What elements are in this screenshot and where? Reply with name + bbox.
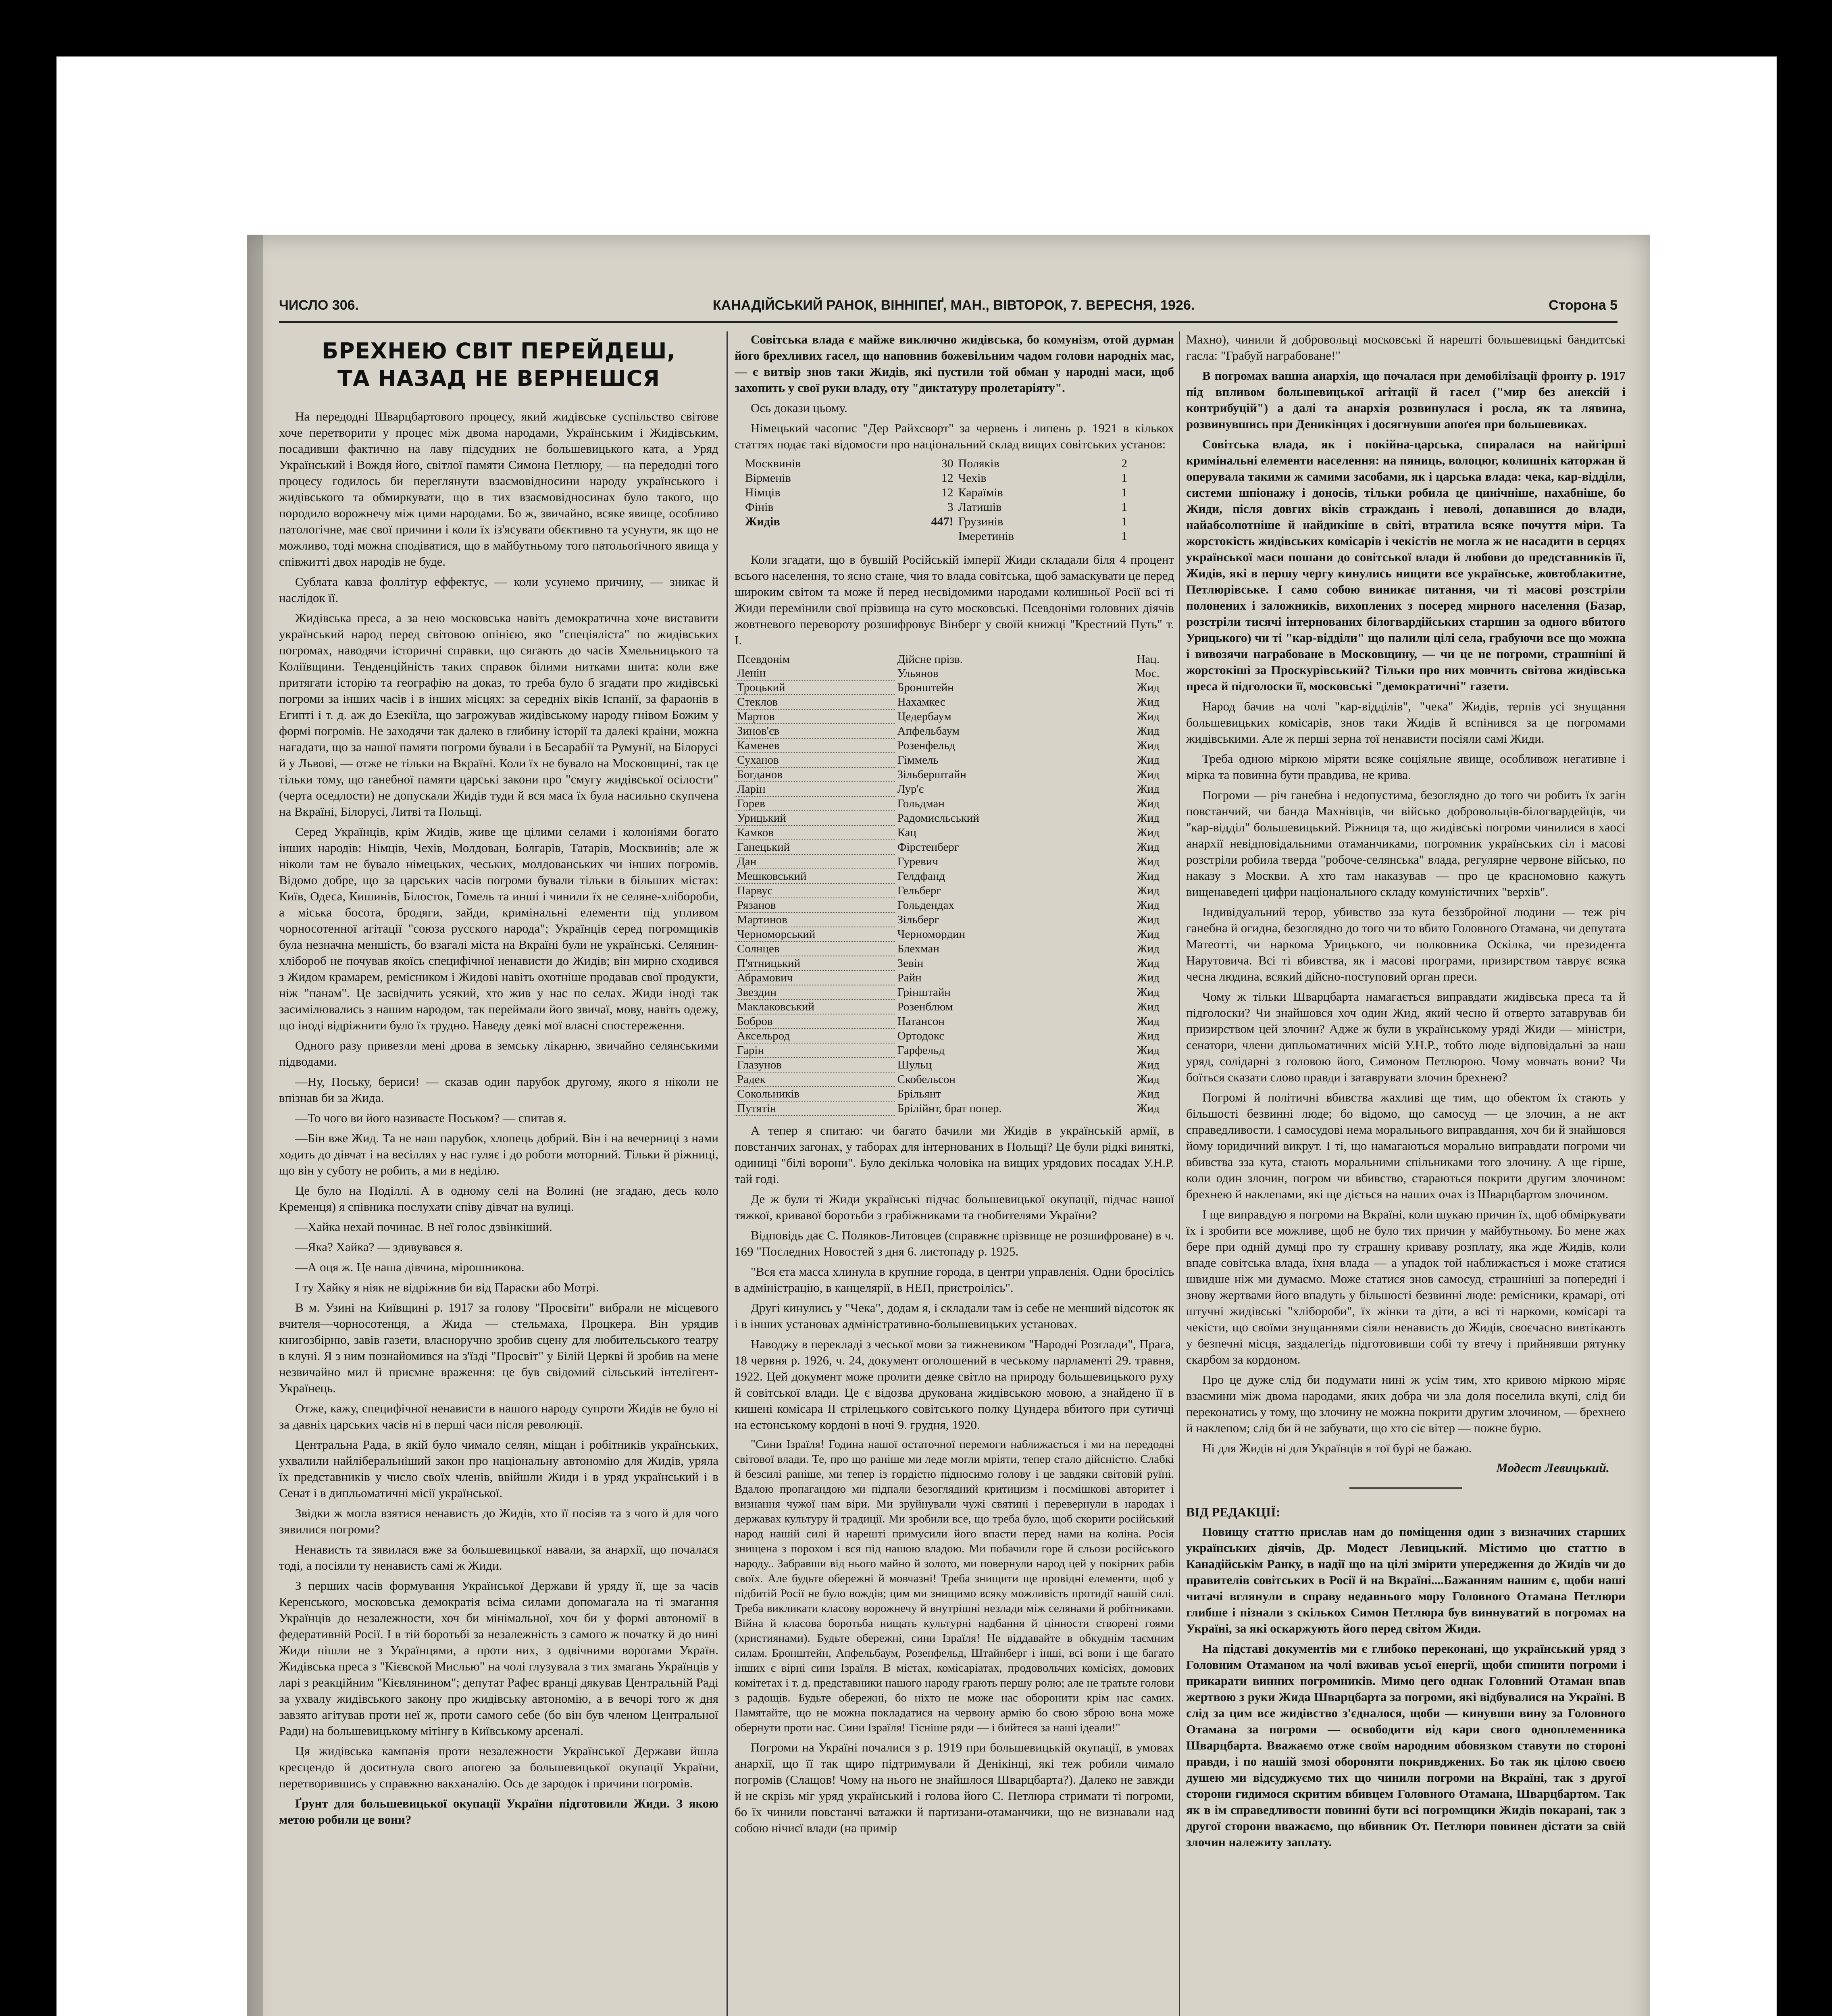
- stats-nationality: Караїмів: [958, 486, 1003, 499]
- article-paragraph: Індивідуальний терор, убивство зза кута беззбройної людини — теж річ ганебна й огидна, безоглядно до того чи то вбито Головного Отамана, чи депутата Матеотті, чи наркома Урицького, чи полковника Оскілка, чи президента Нарутовича. Всі ті вбивства, як і масові програми, призирством таврує всяка чесна людина, всякий дійсно-поступовий орган преси.: [1186, 905, 1626, 983]
- pseudonym-row: [735, 796, 1162, 811]
- nationality-cell: Жид: [1137, 899, 1160, 912]
- stats-nationality: Грузинів: [958, 515, 1003, 528]
- real-name-cell: Гіммель: [897, 754, 939, 766]
- real-name-cell: Скобельсон: [897, 1073, 956, 1086]
- real-name-cell: Шульц: [897, 1058, 932, 1071]
- pseudonym-row: [735, 695, 1162, 709]
- article-paragraph: Другі кинулись у "Чека", додам я, і складали там із себе не менший відсоток як і в інших установах адміністративно-большевицьких установах.: [735, 1301, 1174, 1331]
- real-name-cell: Брілійнт, брат попер.: [897, 1102, 1002, 1115]
- pseudonym-row: [735, 854, 1162, 869]
- nationality-cell: Жид: [1137, 1029, 1160, 1042]
- pseudonym-row: [735, 869, 1162, 883]
- article-paragraph: —Ну, Поську, бериси! — сказав один парубок другому, якого я ніколи не впізнав би за Жида.: [279, 1075, 718, 1105]
- article-paragraph: Звідки ж могла взятися ненависть до Жидів, хто її посіяв та з чого й для чого зявилися погроми?: [279, 1506, 718, 1536]
- nationality-cell: Жид: [1137, 884, 1160, 897]
- stats-row: [743, 500, 1130, 514]
- stats-count: 12: [941, 471, 953, 485]
- real-name-cell: Гарфельд: [897, 1044, 945, 1057]
- pseudonym-cell: Суханов: [735, 753, 895, 767]
- nationality-cell: Жид: [1137, 681, 1160, 694]
- pseudonym-row: [735, 1072, 1162, 1087]
- pseudonym-cell: Сокольників: [735, 1087, 895, 1101]
- real-name-cell: Бронштейн: [897, 681, 954, 694]
- nationality-cell: Жид: [1137, 1087, 1160, 1100]
- pseudonym-cell: П'ятницький: [735, 956, 895, 971]
- pseudonym-row: [735, 840, 1162, 854]
- nationality-cell: Жид: [1137, 812, 1160, 825]
- pseudonym-cell: Урицький: [735, 811, 895, 825]
- pseudonym-row: [735, 971, 1162, 985]
- real-name-cell: Блехман: [897, 942, 939, 955]
- nationality-cell: Жид: [1137, 1102, 1160, 1115]
- pseudonym-cell: Черноморський: [735, 927, 895, 941]
- stats-nationality: Фінів: [745, 500, 774, 514]
- article-paragraph: Ненависть та зявилася вже за большевицької навали, за анархії, що почалася тоді, а посіяли ту ненависть самі ж Жиди.: [279, 1542, 718, 1572]
- pseudonym-cell: Солнцев: [735, 941, 895, 956]
- pseudonym-cell: Аксельрод: [735, 1029, 895, 1043]
- real-name-cell: Черномордин: [897, 928, 966, 941]
- pseudonym-cell: Маклаковський: [735, 1000, 895, 1014]
- nationality-cell: Жид: [1137, 957, 1160, 970]
- article-paragraph: Німецький часопис "Дер Райхсворт" за червень і липень р. 1921 в кількох статтях подає такі відомости про національний склад вищих совітських установ:: [735, 421, 1174, 451]
- nationality-cell: Жид: [1137, 971, 1160, 984]
- nationality-cell: Жид: [1137, 870, 1160, 883]
- article-paragraph: —А оця ж. Це наша дівчина, мірошникова.: [295, 1260, 525, 1274]
- issue-number: ЧИСЛО 306.: [279, 297, 359, 313]
- nationality-cell: Жид: [1137, 928, 1160, 941]
- article-paragraph: Совітська влада є майже виключно жидівська, бо комунізм, отой дурман його брехливих гасел, що наповнив божевільним чадом голови народніх мас, — є витвір знов таки Жидів, які пустили той обман у народні маси, щоб захопить у свої руки владу, оту "диктатуру пролетаріяту".: [735, 332, 1174, 395]
- real-name-cell: Апфельбаум: [897, 725, 960, 737]
- stats-nationality: Імеретинів: [958, 529, 1014, 543]
- pseudonym-row: [735, 753, 1162, 767]
- pseudonym-row: [735, 811, 1162, 825]
- real-name-cell: Брільянт: [897, 1087, 941, 1100]
- article-paragraph: Погромі й політичні вбивства жахливі ще тим, що обектом їх стають у більшості безвинні люде; бо відомо, що самосуд — це злочин, а не акт справедливости. І самосудові нема моральнього виправдання, хоч би й знайшовся йому юридичний викрут. І ті, що намагаються морально виправдати погроми чи вбивства зза кута, стають моральними спільниками того злочину. А ще гірше, коли один злочин, погром чи вбивство, стараються покрити другим злочином: брехнею й наклепами, які ще діється на наших очах із Шварцбартом злочином.: [1186, 1090, 1626, 1201]
- stats-count: 30: [941, 457, 953, 470]
- pseudonym-row: [735, 1087, 1162, 1101]
- nationality-cell: Жид: [1137, 725, 1160, 737]
- article-paragraph: Погроми на Україні почалися з р. 1919 при большевицькій окупації, в умовах анархії, що її так щиро підтримували й Денікінці, які теж робили чимало погромів (Слащов! Чому на нього не знайшлося Шварцбарта?). Далеко не завжди й не скрізь міг уряд український і голова його С. Петлюра стримати ті погроми, бо їх чинили повстанчі ватажки й партизани-отаманчики, що не визнавали над собою нічиєї влади (на примір: [735, 1740, 1174, 1835]
- pseudonym-cell: Ларін: [735, 782, 895, 796]
- pseudonym-cell: Звездин: [735, 985, 895, 1000]
- nationality-cell: Жид: [1137, 739, 1160, 752]
- masthead-rule: [279, 321, 1618, 323]
- real-name-cell: Лур'є: [897, 783, 924, 796]
- article-paragraph: Відповідь дає С. Поляков-Литовцев (справжнє прізвище не розшифроване) в ч. 169 "Последних Новостей з дня 6. листопаду р. 1925.: [735, 1228, 1174, 1258]
- article-paragraph: —То чого ви його називаєте Поськом? — спитав я.: [295, 1111, 566, 1125]
- article-paragraph: Совітська влада, як і покійна-царська, спиралася на найгірші кримінальні елементи населення: на пяниць, волоцюг, колишніх каторжан й оперувала такими ж самими засобами, як і царська влада: чека, кар-відділи, системи шпіонажу і доносів, тільки робила це цинічніше, нахабніше, бо Жиди, після довгих віків страждань і неволі, допавшися до влади, найабсолютніше й найдикіше в світі, втратила всяке почуття міри. Та жорстокість жидівських комісарів і чекістів не могла ж не насадити в серцях української маси пошани до совітської влади й любови до представників її, Жидів, які в першу чергу кинулись нищити все українське, жовтоблакитне, Петлюрівське. І само собою виникає питання, чи ті масові розстріли полонених і заложників, вихоплених з посеред мирного населення (Базар, розстріли тисячі інтернованих білогвардійських старшин за одного вбитого Урицького) чи ті "кар-відділи" що палили цілі села, грабуючи все що можна і вивозячи награбоване в Московщину, — чи це не погроми, страшніші й жорстокіші за Проскурівський? Тільки про них мовчить світова жидівська преса й підголоски її, московські "демократичні" газети.: [1186, 437, 1626, 693]
- nationality-cell: Жид: [1137, 1044, 1160, 1057]
- pseudonym-cell: Каменев: [735, 738, 895, 753]
- pseudonym-cell: Зинов'єв: [735, 724, 895, 738]
- pseudonym-row: [735, 709, 1162, 724]
- stats-row: [743, 529, 1130, 544]
- article-paragraph: Про це дуже слід би подумати нині ж усім тим, хто кривою міркою міряє взаємини між двома народами, яких добра чи зла доля поселила вкупі, слід би переконатись у тому, що злочину не можна покрити другим злочином, — брехнею й наклепом; слід би й не забувати, що хто сіє вітер — пожне бурю.: [1186, 1372, 1626, 1435]
- article-paragraph: Ґрунт для большевицької окупації України підготовили Жиди. З якою метою робили це вони?: [279, 1796, 718, 1826]
- pseudonym-row: [735, 666, 1162, 680]
- real-name-cell: Фірстенберг: [897, 841, 959, 854]
- nationality-cell: Жид: [1137, 710, 1160, 723]
- pseudonym-cell: Мартинов: [735, 912, 895, 927]
- article-paragraph: В м. Узині на Київщині р. 1917 за голову "Просвіти" вибрали не місцевого вчителя—чорносотенця, а Жида — стельмаха, Процкера. Він урядив книгозбірню, завів газети, власноручно зробив сцену для любительського театру в клуні. Я з ним познайомився на з'їзді "Просвіт" у Білій Церкві й зробив на мене незвичайно мил й приємне враження: це був свідомий сільський інтелігент-Українець.: [279, 1300, 718, 1395]
- article-paragraph: Де ж були ті Жиди українські підчас большевицької окупації, підчас нашої тяжкої, кривавої боротьби з грабіжниками та гнобителями України?: [735, 1192, 1174, 1222]
- nationality-cell: Жид: [1137, 1015, 1160, 1028]
- pseudonym-header: Псевдонім: [737, 653, 790, 666]
- nationality-cell: Жид: [1137, 797, 1160, 810]
- stats-row: [743, 471, 1130, 485]
- pseudonym-row: [735, 883, 1162, 898]
- article-paragraph: —Бін вже Жид. Та не наш парубок, хлопець добрий. Він і на вечерниці з нами ходить до дівчат і на весіллях у нас гуляє і до роботи моторний. Тільки й ріжниці, що він у суботу не робить, а ми в неділю.: [279, 1131, 718, 1177]
- stats-count: 1: [1121, 500, 1127, 514]
- article-paragraph: "Сини Ізраїля! Година нашої остаточної перемоги наближається і ми на передодні світової влади. Те, про що раніше ми леде могли мріяти, тепер стало дійсністю. Слабкі й безсилі раніше, ми тепер із гордістю підносимо голову і це завдяки світовій руїні. Вдалою пропагандою ми підпали безоглядний критицизм і посмішкові авторитет і визнання чужої нам віри. Ми зруйнували чужі святині і перевернули в народах і державах культуру й традиції. Ми зробили все, що треба було, щоб скорити російський народ нашій силі й нарешті примусили його впасти перед нами на коліна. Росія знищена з порохом і вся під нашою владою. Ми побачили горе й сльози російського народу.. Забравши від нього майно й золото, ми повернули народ цей у покірних рабів своїх. Але будьте обережні й мовчазні! Треба знищити ще провідні елементи, щоб у підбитій Росії не було вождів; цим ми знищимо всяку можливість протидії нашій силі. Треба викликати класову ворожнечу й внутрішні незлади між селянами й робітниками. Війна й класова боротьба нищать культурні надбання й цінности створені гоями (християнами). Будьте обережні, сини Ізраїля! Не віддавайте в обкуднім таємним силам. Бронштейн, Апфельбаум, Розенфельд, Штайнберг і інші, всі вони і ще багато інших є вірні сини Ізраїля. В містах, комісаріатах, продовольчих комісіях, домових комітетах і т. д. представники нашого народу грають першу ролю; але не тратьте голови з радощів. Будьте обережні, бо ніхто не може нас оборонити крім нас самих. Памятайте, що не можна покладатися на червону армію бо свою зброю вона може обернути проти нас. Сини Ізраїля! Тісніше ряди — і бийтеся за наші ідеали!": [735, 1438, 1174, 1734]
- real-name-cell: Гольдман: [897, 797, 945, 810]
- pseudonym-cell: Рязанов: [735, 898, 895, 912]
- real-name-cell: Розенблюм: [897, 1000, 953, 1013]
- nationality-cell: Жид: [1137, 1058, 1160, 1071]
- article-paragraph: Чому ж тільки Шварцбарта намагається виправдати жидівська преса та й підголоски? Чи знайшовся хоч один Жид, який чесно й отверто затаврував би призирством цей злочин? Адже ж були в українському уряді Жиди — міністри, сенатори, члени дипльоматичних місій У.Н.Р., тобто люде відповідальні за наш уряд, солідарні з головою його, Симоном Петлюрою. Чому мовчать вони? Чи боїться сказати слово правди і затаврувати злочин брехнею?: [1186, 989, 1626, 1084]
- stats-nationality: Німців: [745, 486, 781, 499]
- article-paragraph: Коли згадати, що в бувшій Російській імперії Жиди складали біля 4 процент всього населення, то ясно стане, чия то влада совітська, щоб замаскувати це перед широким світом та може й перед несвідомими народами колишньої Росії всі ті Жиди перемінили свої прізвища на суто московські. Псевдоніми головних діячів жовтневого перевороту розшифровує Вінберг у своїй книжці "Крестний Путь" т. І.: [735, 552, 1174, 647]
- pseudonym-row: [735, 680, 1162, 695]
- article-paragraph: Серед Українців, крім Жидів, живе ще цілими селами і колоніями богато інших народів: Німців, Чехів, Молдован, Болгарів, Татарів, Москвинів; але ж ніколи там не бувало німецьких, чеських, молдованських чи інших погромів. Відомо добре, що за царських часів погроми бували тільки в більших містах: Київ, Одеса, Кишинів, Білосток, Гомель та инші і чинили їх не селяне-хлібороби, а міська босота, бродяги, зайди, кримінальні елементи під упливом чорносотенної агітації "союза русского народа"; Українців серед погромщиків була незначна меншість, бо взагалі міста на Вкраїні були не українські. Селянин-хлібороб не почував якоїсь специфічної ненависти до Жидів; він мирно сходився з Жидом крамарем, ремісником і Жидові навіть охотніше продавав свої продукти, ніж "панам". Це засвідчить усякий, хто жив у нас по селах. Жиди іноді так засимілювались з нашим народом, так переймали його звичаї, мову, навіть одежу, що іноді відріжнити було їх трудно. Наведу деякі мої власні спостереження.: [279, 825, 718, 1032]
- real-name-cell: Розенфельд: [897, 739, 956, 752]
- article-paragraph: Ця жидівська кампанія проти незалежности Української Держави йшла кресцендо й доситнула свого апогею за большевицької окупації України, перетворившись у справжню вакханалію. Ось де зародок і причини погромів.: [279, 1744, 718, 1790]
- pseudonym-row: [735, 724, 1162, 738]
- article-paragraph: Сублата кавза фоллітур еффектус, — коли усунемо причину, — зникає й наслідок її.: [279, 575, 718, 605]
- article-paragraph: А тепер я спитаю: чи багато бачили ми Жидів в українській армії, в повстанчих загонах, у таборах для інтернованих в Польщі? Це були рідкі виняткі, одиниці "білі ворони". Було декілька чоловіка на вищих урядових посадах У.Н.Р. тай годі.: [735, 1123, 1174, 1186]
- editorial-paragraph: Повищу статтю прислав нам до поміщення один з визначних старших українських діячів, Др. Модест Левицький. Містимо цю статтю в Канадійськім Ранку, в надії що на цілі змірити упередження до Жидів чи до правителів совітських в Росії й на Вкраїні....Бажанням нашим є, щоби наші читачі вглянули в справу недавнього мору Головного Отамана Петлюри глибше і пізнали з скількох Симон Петлюра був виннуватий в погромах на Україні, за які оскаржують його перед світом Жиди.: [1186, 1524, 1626, 1635]
- editorial-paragraph: На підставі документів ми є глибоко переконані, що український уряд з Головним Отаманом на чолі вживав усьої енергії, щоби спинити погроми і прикарати винних погромників. Мимо цего однак Головний Отаман впав жертвою з руки Жида Шварцбарта за погроми, які відбувалися на Україні. В слід за цим все жидівство з'єдналося, щоби — кинувши вину за Головного Отамана за погроми — освободити від кари свого одноплеменника Шварцбарта. Вважаємо отже своїм народним обовязком ставути по стороні правди, і по нашій змозі обороняти покривджених. Бо так як цілою своєю душею ми відсуджуємо тих що чинили погроми на Вкраїні, так з другої сторони гидимося скритим вбивцем Головного Отамана, Шварцбартом. Так як в ім справедливости повинні бути всі погромщики Жидів покарані, так з другої сторони вважаємо, що вбивник От. Петлюри повинен дістати за свій злочин належиту заплату.: [1186, 1641, 1626, 1849]
- real-name-cell: Грінштайн: [897, 986, 951, 999]
- pseudonym-row: [735, 1101, 1162, 1116]
- pseudonym-row: [735, 1043, 1162, 1058]
- pseudonym-row: [735, 767, 1162, 782]
- nationality-cell: Жид: [1137, 986, 1160, 999]
- pseudonym-row: [735, 927, 1162, 941]
- stats-nationality: [743, 529, 890, 544]
- article-column-2: [735, 331, 1174, 2016]
- article-paragraph: Погроми — річ ганебна і недопустима, безоглядно до того чи робить їх загін повстанчий, чи банда Махнівців, чи військо добровольців-білогвардейців, чи "кар-відділ" большевицький. Ріжниця та, що жидівські погроми чинилися в хаосі анархії невідповідальними отаманчиками, погромник українських сіл і масові розстріли робила тверда "робоче-селянська" влада, регулярне червоне військо, по наказу з Москви. А хто там наказував — про це красномовно кажуть вищенаведені цифри національного складу комуністичних "верхів".: [1186, 788, 1626, 899]
- pseudonym-row: [735, 1000, 1162, 1014]
- stats-count: 1: [1121, 529, 1127, 543]
- nationality-cell: Жид: [1137, 696, 1160, 708]
- nationality-cell: Жид: [1137, 754, 1160, 766]
- real-name-cell: Гуревич: [897, 855, 938, 868]
- author-signature: Модест Левицький.: [1496, 1460, 1609, 1475]
- stats-count: 1: [1121, 486, 1127, 499]
- article-paragraph: На передодні Шварцбартового процесу, який жидівське суспільство світове хоче перетворити у процес між двома народами, Українським і Жидівським, посадивши фактично на лаву підсудних не большевицького ката, а Уряд Український і Вождя його, світлої памяти Симона Петлюру, — на передодні того процесу годилось би переглянути взаємовідносини народу українського і жидівського та обмиркувати, що в тих взаємовідносинах було такого, що породило ворожнечу між цими народами. Бо ж, звичайно, всяке явище, особливо патологічне, має свої причини і коли їх із'ясувати обєктивно та усунути, як що не можливо, тоді можна сподіватися, що в майбутньому того патольоґічного явища у співжитті двох народів не буде.: [279, 409, 718, 569]
- nationality-stats-table: [743, 456, 1130, 544]
- nationality-cell: Жид: [1137, 783, 1160, 796]
- stats-row: [743, 485, 1130, 500]
- nationality-cell: Жид: [1137, 913, 1160, 926]
- stats-nationality: Вірменів: [745, 471, 791, 485]
- article-paragraph: Одного разу привезли мені дрова в земську лікарню, звичайно селянськими підводами.: [279, 1038, 718, 1068]
- article-paragraph: І ще виправдую я погроми на Вкраїні, коли шукаю причин їх, щоб обміркувати їх і зробити все можливе, щоб не було тих причин у майбутньому. Бо мене жах бере при одній думці про ту страшну криваву розплату, яка жде Жидів, коли впаде совітська влада, їхня влада — а упадок той наближається і може статися швидше ніж ми думаємо. Може статися знов самосуд, страшніші за попередні і знову жертвами його впадуть у більшості безвинні люде: ремісники, крамарі, оті штучні жидівські "хлібороби", їх жінки та діти, а всі ті наркоми, комісарі та чекісти, що своїми знущаннями сіяли ненависть до Жидів, своєчасно вивтікають у безпечні місця, заздалегідь підготовивши собі ту втечу і прийнявши рятунку скарбом за кордоном.: [1186, 1207, 1626, 1366]
- pseudonym-cell: Гарін: [735, 1043, 895, 1058]
- real-name-cell: Гельберг: [897, 884, 941, 897]
- real-name-cell: Цедербаум: [897, 710, 951, 723]
- stats-count: 3: [947, 500, 953, 514]
- pseudonym-row: [735, 1029, 1162, 1043]
- real-name-cell: Нахамкес: [897, 696, 945, 708]
- stats-nationality: Москвинів: [745, 457, 801, 470]
- column-divider: [727, 331, 728, 2016]
- pseudonym-row: [735, 1014, 1162, 1029]
- article-column-1: [279, 331, 718, 2016]
- pseudonym-cell: Радек: [735, 1072, 895, 1087]
- pseudonym-cell: Троцький: [735, 680, 895, 695]
- pseudonym-cell: Ленін: [735, 666, 895, 680]
- real-name-cell: Ортодокс: [897, 1029, 945, 1042]
- real-name-cell: Радомисльський: [897, 812, 979, 825]
- article-paragraph: —Яка? Хайка? — здивувався я.: [295, 1240, 463, 1254]
- real-name-cell: Райн: [897, 971, 922, 984]
- nationality-header: Нац.: [1137, 653, 1160, 666]
- nationality-cell: Жид: [1137, 826, 1160, 839]
- page-number: Сторона 5: [1549, 297, 1618, 313]
- real-name-cell: Гелдфанд: [897, 870, 945, 883]
- stats-count: [890, 529, 956, 544]
- pseudonym-cell: Ганецький: [735, 840, 895, 854]
- stats-count: 12: [941, 486, 953, 499]
- scan-frame: [56, 56, 1777, 2016]
- stats-row: [743, 456, 1130, 471]
- pseudonym-cell: Стеклов: [735, 695, 895, 709]
- article-paragraph: І ту Хайку я ніяк не відріжнив би від Параски або Мотрі.: [295, 1280, 599, 1294]
- pseudonym-row: [735, 898, 1162, 912]
- pseudonym-cell: Парвус: [735, 883, 895, 898]
- pseudonym-row: [735, 738, 1162, 753]
- article-column-3: [1186, 331, 1626, 2016]
- nationality-cell: Жид: [1137, 768, 1160, 781]
- article-paragraph: Ось докази цьому.: [751, 401, 847, 415]
- stats-nationality: Жидів: [745, 515, 780, 528]
- article-paragraph: Народ бачив на чолі "кар-відділів", "чека" Жидів, терпів усі знущання большевицьких комісарів, знов таки Жидів й вспінився за це погромами жидівськими. Але ж перші зерна тої ненависти посіяли самі Жиди.: [1186, 699, 1626, 746]
- stats-count: 2: [1121, 457, 1127, 470]
- article-paragraph: "Вся єта масса хлинула в крупние города, в центри управлєнія. Одни бросілісь в адміністрацію, в канцелярії, в НЕП, пристроілісь".: [735, 1264, 1174, 1295]
- newspaper-page: [247, 235, 1650, 2016]
- stats-nationality: Латишів: [958, 500, 1002, 514]
- pseudonym-row: [735, 782, 1162, 796]
- pseudonym-cell: Мартов: [735, 709, 895, 724]
- pseudonym-cell: Глазунов: [735, 1058, 895, 1072]
- nationality-cell: Жид: [1137, 1000, 1160, 1013]
- scan-shadow: [247, 235, 263, 2016]
- article-paragraph: Отже, кажу, специфічної ненависти в нашого народу супроти Жидів не було ні за давніх царських часів ні в перші часи після революції.: [279, 1401, 718, 1431]
- masthead: [279, 293, 1618, 317]
- column-divider: [1179, 331, 1180, 2016]
- pseudonym-cell: Богданов: [735, 767, 895, 782]
- pseudonym-cell: Мешковський: [735, 869, 895, 883]
- pseudonym-cell: Горев: [735, 796, 895, 811]
- pseudonym-row: [735, 956, 1162, 971]
- pseudonym-header-row: [735, 652, 1162, 666]
- nationality-cell: Жид: [1137, 855, 1160, 868]
- article-paragraph: Наводжу в перекладі з чеської мови за тижневиком "Народні Розглади", Прага, 18 червня р. 1926, ч. 24, документ оголошений в чеському парламенті 29. травня, 1922. Цей документ може пролити деяке світло на природу большевицького руху й совітської влади. Це є відозва друкована жидівською мовою, а знайдено її в кишені комісара II стрілецького совітського полку Цундера вбитого при сутичці на естонському кордоні в ночі 9. грудня, 1920.: [735, 1337, 1174, 1432]
- pseudonym-row: [735, 985, 1162, 1000]
- section-rule: [1349, 1487, 1462, 1489]
- pseudonym-table: [735, 652, 1162, 1116]
- pseudonym-row: [735, 825, 1162, 840]
- article-paragraph: Центральна Рада, в якій було чимало селян, міщан і робітників українських, ухвалили найліберальніший закон про національну автономію для Жидів, уряла їх представників у число своїх членів, ввійшли Жиди і в уряд український і в Сенат і в дипльоматичні місії української.: [279, 1437, 718, 1500]
- real-name-cell: Кац: [897, 826, 916, 839]
- pseudonym-row: [735, 1058, 1162, 1072]
- article-paragraph: Махно), чинили й добровольці московські й нарешті большевицькі бандитські гасла: "Грабуй награбоване!": [1186, 332, 1626, 362]
- article-paragraph: —Хайка нехай починає. В неї голос дзвінкіший.: [295, 1220, 552, 1234]
- pseudonym-cell: Абрамович: [735, 971, 895, 985]
- editorial-label: ВІД РЕДАКЦІЇ:: [1186, 1505, 1280, 1519]
- nationality-cell: Жид: [1137, 841, 1160, 854]
- real-name-cell: Ульянов: [897, 666, 939, 680]
- pseudonym-cell: Путятін: [735, 1101, 895, 1116]
- pseudonym-row: [735, 912, 1162, 927]
- real-name-cell: Зевін: [897, 957, 924, 970]
- article-paragraph: Ні для Жидів ні для Українців я тої бурі не бажаю.: [1202, 1441, 1472, 1455]
- stats-nationality: Поляків: [958, 457, 999, 470]
- pseudonym-row: [735, 941, 1162, 956]
- newspaper-title-line: КАНАДІЙСЬКИЙ РАНОК, ВІННІПЕҐ, МАН., ВІВТОРОК, 7. ВЕРЕСНЯ, 1926.: [712, 297, 1195, 313]
- article-paragraph: Це було на Поділлі. А в одному селі на Волині (не згадаю, десь коло Кременця) я співника послухати співу дівчат на вулиці.: [279, 1183, 718, 1214]
- real-name-cell: Натансон: [897, 1015, 945, 1028]
- article-headline: БРЕХНЕЮ СВІТ ПЕРЕЙДЕШ, ТА НАЗАД НЕ ВЕРНЕШСЯ: [322, 338, 676, 391]
- article-paragraph: В погромах вашна анархія, що почалася при демобілізації фронту р. 1917 під впливом большевицької агітації й гасел ("мир без анексій і контрибуцій") а далі та анархія розвинулася і росла, як та лявина, розвинувшись при Деникінцях і досягнувши апоґея при большевиках.: [1186, 369, 1626, 431]
- real-name-header: Дійсне прізв.: [897, 653, 963, 666]
- article-paragraph: Треба одною міркою міряти всяке соціяльне явище, особливож негативне і мірка та повинна бути правдива, не крива.: [1186, 752, 1626, 782]
- pseudonym-cell: Бобров: [735, 1014, 895, 1029]
- nationality-cell: Мос.: [1135, 666, 1160, 680]
- stats-count: 1: [1121, 471, 1127, 485]
- stats-count: 1: [1121, 515, 1127, 528]
- stats-nationality: Чехів: [958, 471, 987, 485]
- real-name-cell: Зільберштайн: [897, 768, 966, 781]
- stats-count: 447!: [931, 515, 953, 528]
- pseudonym-cell: Камков: [735, 825, 895, 840]
- real-name-cell: Зільберг: [897, 913, 939, 926]
- nationality-cell: Жид: [1137, 1073, 1160, 1086]
- article-paragraph: Жидівська преса, а за нею московська навіть демократична хоче виставити український народ перед світовою опінією, яко "спеціяліста" по жидівських погромах, наводячи історичні справки, що сягають до часів Хмельницького та Коліївщини. Тенденційність таких справок білими нитками шита: коли вже притягати історію та географію на доказ, то треба було б згадати про жидівські погроми за інших часів і в інших місцях: за середніх віків Іспанії, за фараонів в Египті і т. д. аж до Езекіїла, що загрожував жидівському народу гнівом Божим у формі погромів. Не заходячи так далеко в глибину історії та далекі краіни, можна нагадати, що за нашої памяти погроми бували і в Бесарабії та Румунії, на Білорусі й у Львові, — отже не тільки на Вкраїні. Коли їх не бувало на Московщині, так це тільки тому, що ганебної памяти царські закони про "смугу жидівської осілости" (черта оседлости) не допускали Жидів туди й вся маса їх була насильно скупчена на Вкраїні, Білорусі, Литві та Польщі.: [279, 611, 718, 818]
- nationality-cell: Жид: [1137, 942, 1160, 955]
- stats-row: [743, 514, 1130, 529]
- article-paragraph: З перших часів формування Української Держави й уряду її, ще за часів Керенського, московська демократія всіма силами допомагала на ті змагання Українців до незалежности, хоч би мінімальної, хоч би у формі автономії в федеративній Росії. І в тій боротьбі за незалежність з самого ж початку й до нині Жиди пішли не з Українцями, а проти них, з одвічними ворогами Україн. Жидівська преса з "Кієвской Мислью" на чолі глузувала з тих змагань Українців у ларі з реакційним "Кієвлянином"; депутат Рафес вранці дякував Центральній Раді за ухвалу жидівського закону про жидівську автономію, а в вечорі того ж дня завзято агітував проти неї ж, проти самого себе (бо він був членом Центральної Ради) на большевицькому мітінгу в Київському арсеналі.: [279, 1579, 718, 1738]
- real-name-cell: Гольдендах: [897, 899, 954, 912]
- pseudonym-cell: Дан: [735, 854, 895, 869]
